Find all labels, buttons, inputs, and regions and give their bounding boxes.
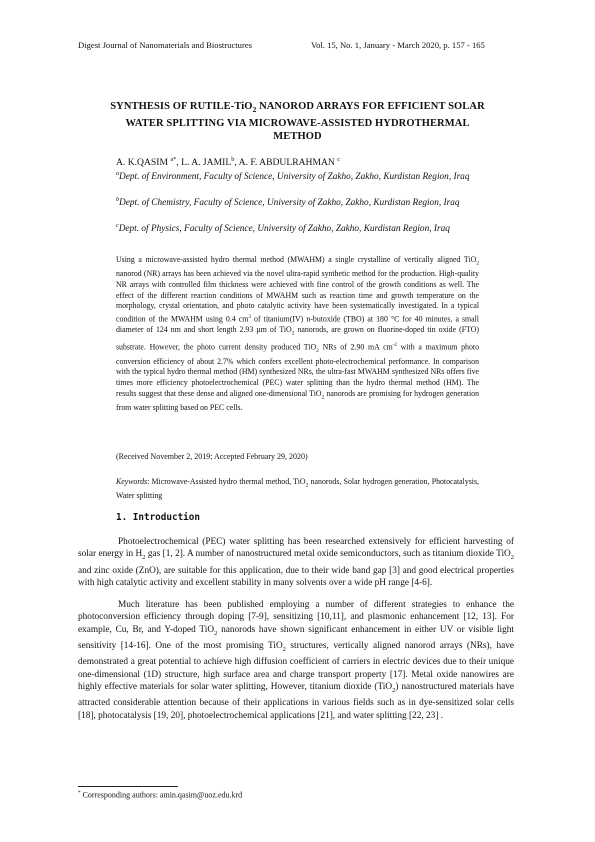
affiliation-c: $^c$Dept. of Physics, Faculty of Science, University of Zakho, Zakho, Kurdistan Region, Iraq: [116, 223, 450, 235]
title-line-2: WATER SPLITTING VIA MICROWAVE-ASSISTED HYDROTHERMAL: [125, 117, 470, 129]
affiliation-a: $^a$Dept. of Environment, Faculty of Science, University of Zakho, Zakho, Kurdistan Region, Iraq: [116, 171, 470, 183]
title-line-3: METHOD: [273, 131, 322, 143]
journal-name: Digest Journal of Nanomaterials and Biostructures: [78, 40, 252, 50]
author-list: A. K.QASIM $^{a*}$, L. A. JAMIL$^b$, A. F. ABDULRAHMAN $^c$: [116, 156, 341, 169]
received-dates: (Received November 2, 2019; Accepted February 29, 2020): [116, 452, 308, 461]
abstract: Using a microwave-assisted hydro thermal method (MWAHM) a single crystalline of vertically aligned TiO$_2$ nanorod (NR) arrays has been achieved via the novel ultra-rapid synthetic method for the production. High-quality NR arrays with controlled film thickness were achieved with fine control of the growth conditions as well. The effect of the different reaction conditions of MWAHM such as reaction time and growth temperature on the morphology, crystal orientation, and photo catalytic activity have been systematically investigated. In a typical condition of the MWAHM using 0.4 $cm^3$ of titanium(IV) n-butoxide (TBO) at 180 °C for 40 minutes, a small diameter of 124 nm and short length 2.93 µm of TiO$_2$ nanorods, are grown on fluorine-doped tin oxide (FTO) substrate. However, the photo current density produced TiO$_2$ NRs of 2.90 mA $cm^{-2}$ with a maximum photo conversion efficiency of about 2.7% which confers excellent photo-electrochemical performance. In comparison with the typical hydro thermal method (HM) synthesized NRs, the ultra-fast MWAHM synthesized NRs offers five times more efficiency photoelectrochemical (PEC) water splitting than the hydro thermal method (HM). The results suggest that these dense and aligned one-dimensional TiO$_2$ nanorods are promising for hydrogen generation from water splitting based on PEC cells.: [116, 255, 480, 412]
intro-paragraph-1: Photoelectrochemical (PEC) water splitting has been researched extensively for efficient harvesting of solar energy in $H_2$ gas [1, 2]. A number of nanostructured metal oxide semiconductors, such as titanium dioxide TiO$_2$ and zinc oxide (ZnO), are suitable for this application, due to their wide band gap [3] and good electrical properties with high catalytic activity and excellent stability in many solvents over a wide pH range [4-6].: [78, 537, 514, 589]
footnote: * Corresponding authors: amin.qasim@uoz.edu.krd: [78, 790, 243, 800]
affiliation-b: $^b$Dept. of Chemistry, Faculty of Science, University of Zakho, Zakho, Kurdistan Region, Iraq: [116, 197, 460, 209]
intro-paragraph-2: Much literature has been published employing a number of different strategies to enhance the photoconversion efficiency through doping [7-9], sensitizing [10,11], and plasmonic enhancement [12, 13]. For example, Cu, Br, and Y-doped TiO$_2$ nanorods have shown significant enhancement in either UV or visible light sensitivity [14-16]. One of the most promising TiO$_2$ structures, vertically aligned nanorod arrays (NRs), have demonstrated a great potential to achieve high diffusion coefficient of carriers in electric devices due to their unique one-dimensional (1D) structure, high surface area and charge transport property [17]. Metal oxide nanowires are highly effective materials for solar water splitting, However, titanium dioxide (TiO$_2$) nanostructured materials have attracted considerable attention because of their applications in various fields such as in dye-sensitized solar cells [18], photocatalysis [19, 20], photoelectrochemical applications [21], and water splitting [22, 23] .: [78, 600, 515, 721]
issue-info: Vol. 15, No. 1, January - March 2020, p. 157 - 165: [311, 40, 485, 50]
keywords: Keywords: Microwave-Assisted hydro thermal method, TiO$_2$ nanorods, Solar hydrogen generation, Photocatalysis, Water splitting: [116, 477, 479, 501]
paper-title: [100, 100, 495, 144]
footnote-divider: [78, 786, 178, 787]
title-line-1: SYNTHESIS OF RUTILE-TiO$_2$ NANOROD ARRAYS FOR EFFICIENT SOLAR: [110, 101, 485, 115]
section-heading-introduction: 1. Introduction: [116, 512, 200, 523]
